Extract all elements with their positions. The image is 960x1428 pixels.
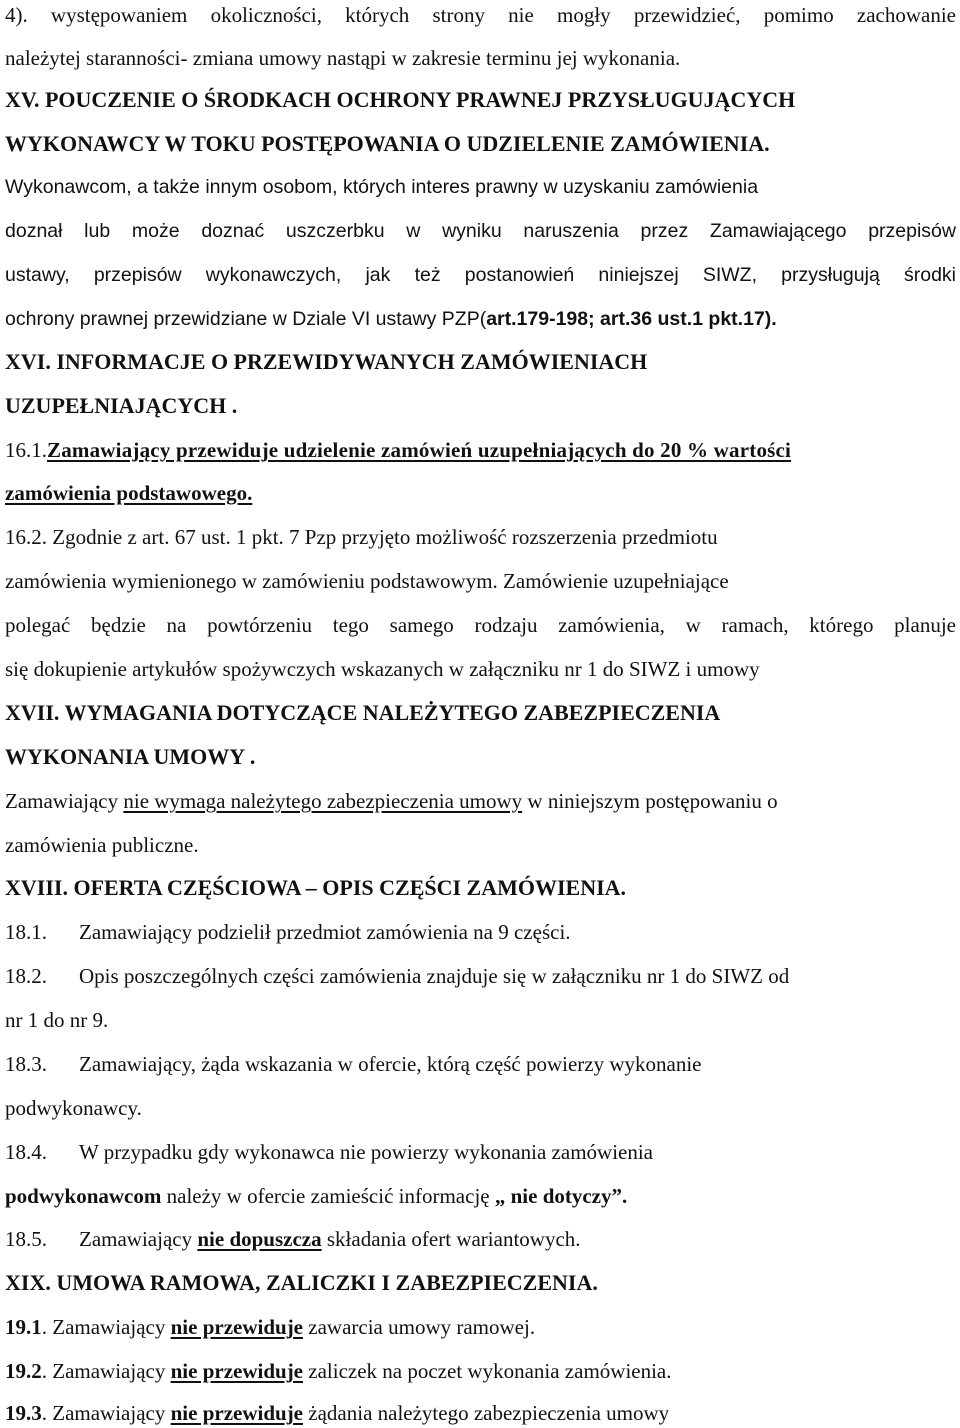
item-number: 18.4. <box>5 1140 47 1164</box>
text-run: składania ofert wariantowych. <box>321 1227 581 1251</box>
text-run: Zamawiający <box>79 1227 198 1251</box>
text-run: zaliczek na poczet wykonania zamówienia. <box>303 1359 672 1383</box>
text-run: . Zamawiający <box>41 1401 171 1425</box>
text-line: Wykonawcom, a także innym osobom, których interes prawny w uzyskaniu zamówienia <box>5 176 759 198</box>
emphasized-text: nie przewiduje <box>170 1401 304 1425</box>
item-number: 18.5. <box>5 1227 47 1251</box>
section-heading-xviii: XVIII. OFERTA CZĘŚCIOWA – OPIS CZĘŚCI ZAMÓWIENIA. <box>5 875 627 900</box>
emphasized-text: nie dopuszcza <box>197 1227 322 1251</box>
text-line <box>5 786 956 816</box>
section-heading-xvii-cont: WYKONANIA UMOWY . <box>5 744 256 769</box>
item-number: 18.3. <box>5 1052 47 1076</box>
section-heading-xv-cont: WYKONAWCY W TOKU POSTĘPOWANIA O UDZIELENIE ZAMÓWIENIA. <box>5 131 770 156</box>
item-number: 19.3 <box>5 1401 42 1425</box>
text-run: ochrony prawnej przewidziane w Dziale VI ustawy PZP( <box>5 308 487 330</box>
text-run: żądania należytego zabezpieczenia umowy <box>303 1401 670 1425</box>
emphasized-text: Zamawiający przewiduje udzielenie zamówień uzupełniających do 20 % wartości <box>47 438 792 462</box>
list-item <box>5 1224 956 1254</box>
emphasized-text: nie przewiduje <box>170 1359 304 1383</box>
list-item <box>5 1312 956 1342</box>
item-number: 19.2 <box>5 1359 42 1383</box>
text-run: należy w ofercie zamieścić informację <box>161 1184 495 1208</box>
list-item <box>5 1137 956 1167</box>
item-text: Zamawiający podzielił przedmiot zamówienia na 9 części. <box>79 920 571 944</box>
section-heading-xvi: XVI. INFORMACJE O PRZEWIDYWANYCH ZAMÓWIENIACH <box>5 349 648 374</box>
text-line: zamówienia publiczne. <box>5 833 199 857</box>
emphasized-text: nie przewiduje <box>170 1315 304 1339</box>
text-line: się dokupienie artykułów spożywczych wskazanych w załączniku nr 1 do SIWZ i umowy <box>5 657 760 681</box>
bold-text: podwykonawcom <box>5 1184 162 1208</box>
text-line: nr 1 do nr 9. <box>5 1008 109 1032</box>
text-run: w niniejszym postępowaniu o <box>522 789 778 813</box>
text-line: ustawy, przepisów wykonawczych, jak też postanowień niniejszej SIWZ, przysługują środki <box>5 264 956 286</box>
text-line: zamówienia wymienionego w zamówieniu podstawowym. Zamówienie uzupełniające <box>5 569 729 593</box>
section-heading-xv: XV. POUCZENIE O ŚRODKACH OCHRONY PRAWNEJ PRZYSŁUGUJĄCYCH <box>5 87 796 112</box>
section-heading-xvi-cont: UZUPEŁNIAJĄCYCH . <box>5 393 238 418</box>
text-run: . Zamawiający <box>41 1359 171 1383</box>
bold-text: „ nie dotyczy”. <box>494 1184 628 1208</box>
section-heading-xvii: XVII. WYMAGANIA DOTYCZĄCE NALEŻYTEGO ZABEZPIECZENIA <box>5 700 721 725</box>
item-number: 18.1. <box>5 920 47 944</box>
text-line <box>5 435 956 465</box>
text-line: 16.2. Zgodnie z art. 67 ust. 1 pkt. 7 Pzp przyjęto możliwość rozszerzenia przedmiotu <box>5 525 718 549</box>
text-run: zawarcia umowy ramowej. <box>303 1315 536 1339</box>
text-line <box>5 304 956 334</box>
item-number: 18.2. <box>5 964 47 988</box>
list-item <box>5 961 956 991</box>
text-line: podwykonawcy. <box>5 1096 142 1120</box>
clause-number: 16.1. <box>5 438 47 462</box>
text-line: polegać będzie na powtórzeniu tego samego rodzaju zamówienia, w ramach, którego planuje <box>5 613 956 637</box>
article-reference: art.179-198; art.36 ust.1 pkt.17). <box>486 308 777 330</box>
item-number: 19.1 <box>5 1315 42 1339</box>
item-text: W przypadku gdy wykonawca nie powierzy wykonania zamówienia <box>79 1140 654 1164</box>
section-heading-xix: XIX. UMOWA RAMOWA, ZALICZKI I ZABEZPIECZENIA. <box>5 1270 598 1295</box>
text-line <box>5 1181 956 1211</box>
text-line: 4). występowaniem okoliczności, których strony nie mogły przewidzieć, pomimo zachowanie <box>5 3 956 27</box>
list-item <box>5 917 956 947</box>
text-line: należytej staranności- zmiana umowy nastąpi w zakresie terminu jej wykonania. <box>5 46 681 70</box>
emphasized-text: zamówienia podstawowego. <box>5 481 253 505</box>
text-line: doznał lub może doznać uszczerbku w wyniku naruszenia przez Zamawiającego przepisów <box>5 220 956 242</box>
item-text: Zamawiający, żąda wskazania w ofercie, którą część powierzy wykonanie <box>79 1052 702 1076</box>
item-text: Opis poszczególnych części zamówienia znajduje się w załączniku nr 1 do SIWZ od <box>79 964 790 988</box>
underlined-text: nie wymaga należytego zabezpieczenia umowy <box>123 789 523 813</box>
list-item <box>5 1356 956 1386</box>
list-item <box>5 1398 956 1428</box>
text-run: Zamawiający <box>5 789 124 813</box>
text-run: . Zamawiający <box>41 1315 171 1339</box>
list-item <box>5 1049 956 1079</box>
